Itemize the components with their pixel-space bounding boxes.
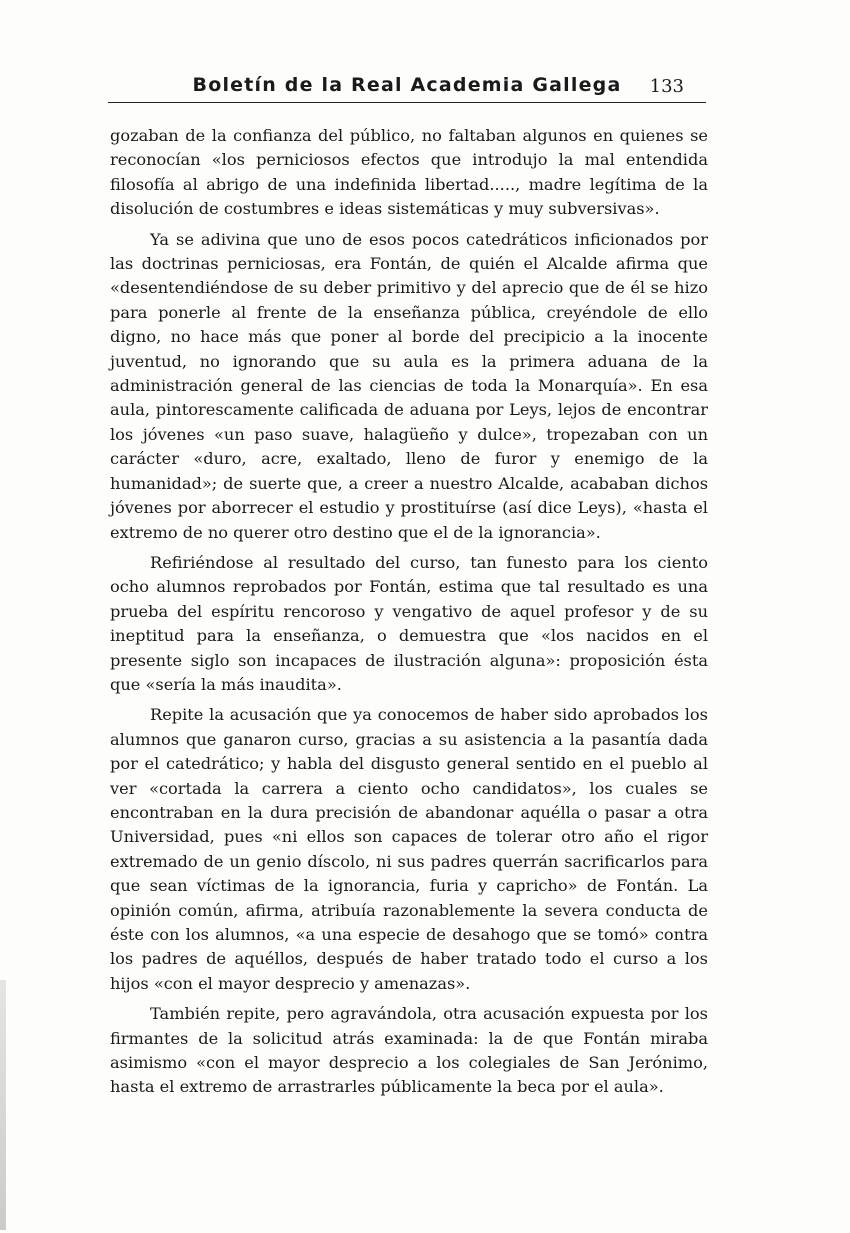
paragraph-1: gozaban de la confianza del público, no faltaban algunos en quienes se reconocían «los perniciosos efectos que introdujo la mal entendida filosofía al abrigo de una indefinida libertad....., madre legítima de la disolución de costumbres e ideas sistemáticas y muy subversivas». (110, 126, 708, 219)
binding-edge-shadow (0, 980, 6, 1230)
running-head (108, 72, 706, 103)
running-title: Boletín de la Real Academia Gallega (192, 74, 622, 96)
body-text (110, 124, 708, 1106)
paragraph-3: Refiriéndose al resultado del curso, tan funesto para los ciento ocho alumnos reprobados por Fontán, estima que tal resultado es una prueba del espíritu rencoroso y vengativo de aquel profesor y de su ineptitud para la enseñanza, o demuestra que «los nacidos en el presente siglo son incapaces de ilustración alguna»: proposición ésta que «sería la más inaudita». (110, 552, 708, 694)
page-number: 133 (649, 76, 684, 97)
paragraph-4: Repite la acusación que ya conocemos de haber sido aprobados los alumnos que ganaron curso, gracias a su asistencia a la pasantía dada por el catedrático; y habla del disgusto general sentido en el pueblo al ver «cortada la carrera a ciento ocho candidatos», los cuales se encontraban en la dura precisión de abandonar aquélla o pasar a otra Universidad, pues «ni ellos son capaces de tolerar otro año el rigor extremado de un genio díscolo, ni sus padres querrán sacrificarlos para que sean víctimas de la ignorancia, furia y capricho» de Fontán. La opinión común, afirma, atribuía razonablemente la severa conducta de éste con los alumnos, «a una especie de desahogo que se tomó» contra los padres de aquéllos, después de haber tratado todo el curso a los hijos «con el mayor desprecio y amenazas». (110, 705, 708, 993)
paragraph-5: También repite, pero agravándola, otra acusación expuesta por los firmantes de la solicitud atrás examinada: la de que Fontán miraba asimismo «con el mayor desprecio a los colegiales de San Jerónimo, hasta el extremo de arrastrarles públicamente la beca por el aula». (110, 1004, 708, 1097)
paragraph-2: Ya se adivina que uno de esos pocos catedráticos inficionados por las doctrinas perniciosas, era Fontán, de quién el Alcalde afirma que «desentendiéndose de su deber primitivo y del aprecio que de él se hizo para ponerle al frente de la enseñanza pública, creyéndole de ello digno, no hace más que poner al borde del precipicio a la inocente juventud, no ignorando que su aula es la primera aduana de la administración general de las ciencias de toda la Monarquía». En esa aula, pintorescamente calificada de aduana por Leys, lejos de encontrar los jóvenes «un paso suave, halagüeño y dulce», tropezaban con un carácter «duro, acre, exaltado, lleno de furor y enemigo de la humanidad»; de suerte que, a creer a nuestro Alcalde, acababan dichos jóvenes por aborrecer el estudio y prostituírse (así dice Leys), «hasta el extremo de no querer otro destino que el de la ignorancia». (110, 229, 708, 542)
